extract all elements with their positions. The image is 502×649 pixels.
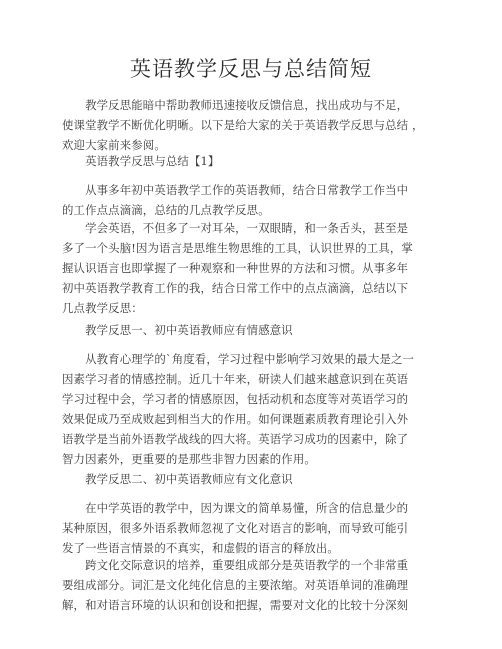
body-paragraph	[62, 555, 462, 615]
text-line: 初中英语教学教育工作的我，结合日常工作中的点点滴滴，总结以下	[62, 281, 409, 295]
body-paragraph	[62, 180, 462, 220]
text-line: 教学反思二、初中英语教师应有文化意识	[62, 472, 293, 486]
text-line: 学会英语，不但多了一对耳朵，一双眼睛，和一条舌头，甚至是	[62, 221, 409, 235]
text-line: 握认识语言也即掌握了一种观察和一种世界的方法和习惯。从事多年	[62, 261, 409, 275]
text-line: 解，和对语言环境的认识和创设和把握，需要对文化的比较十分深刻	[62, 598, 409, 612]
text-line: 的工作点点滴滴，总结的几点教学反思。	[62, 203, 270, 217]
text-line: 效果促成乃至成败起到相当大的作用。如何课题素质教育理论引入外	[62, 412, 409, 426]
text-line: 几点教学反思：	[62, 301, 143, 315]
body-paragraph	[62, 218, 462, 318]
section-heading	[62, 151, 462, 171]
body-paragraph	[62, 349, 462, 469]
text-line: 从教育心理学的`角度看，学习过程中影响学习效果的最大是之一	[62, 352, 415, 366]
text-line: 教学反思能暗中帮助教师迅速接收反馈信息，找出成功与不足，	[62, 98, 409, 112]
intro-paragraph	[62, 95, 462, 155]
text-line: 智力因素外，更重要的是那些非智力因素的作用。	[62, 452, 316, 466]
text-line: 多了一个头脑!因为语言是思维生物思维的工具，认识世界的工具，掌	[62, 241, 413, 255]
text-line: 发了一些语言情景的不真实，和虚假的语言的释放出。	[62, 541, 339, 555]
text-line: 在中学英语的教学中，因为课文的简单易懂，所含的信息量少的	[62, 501, 409, 515]
text-line: 教学反思一、初中英语教师应有情感意识	[62, 323, 293, 337]
text-line: 某种原因，很多外语系教师忽视了文化对语言的影响，而导致可能引	[62, 521, 409, 535]
text-line: 跨文化交际意识的培养，重要组成部分是英语教学的一个非常重	[62, 558, 409, 572]
text-line: 因素学习者的情感控制。近几十年来，研读人们越来越意识到在英语	[62, 372, 409, 386]
section-heading	[62, 320, 462, 340]
document-title: 英语教学反思与总结简短	[130, 57, 372, 81]
text-line: 要组成部分。词汇是文化纯化信息的主要浓缩。对英语单词的准确理	[62, 578, 409, 592]
text-line: 英语教学反思与总结【1】	[62, 154, 220, 168]
text-line: 欢迎大家前来参阅。	[62, 138, 166, 152]
text-line: 从事多年初中英语教学工作的英语教师，结合日常教学工作当中	[62, 183, 409, 197]
section-heading	[62, 469, 462, 489]
text-line: 使课堂教学不断优化明晰。以下是给大家的关于英语教学反思与总结 ，	[62, 118, 424, 132]
text-line: 语教学是当前外语教学战线的四大将。英语学习成功的因素中，除了	[62, 432, 409, 446]
text-line: 学习过程中会，学习者的情感原因，包括动机和态度等对英语学习的	[62, 392, 409, 406]
body-paragraph	[62, 498, 462, 558]
